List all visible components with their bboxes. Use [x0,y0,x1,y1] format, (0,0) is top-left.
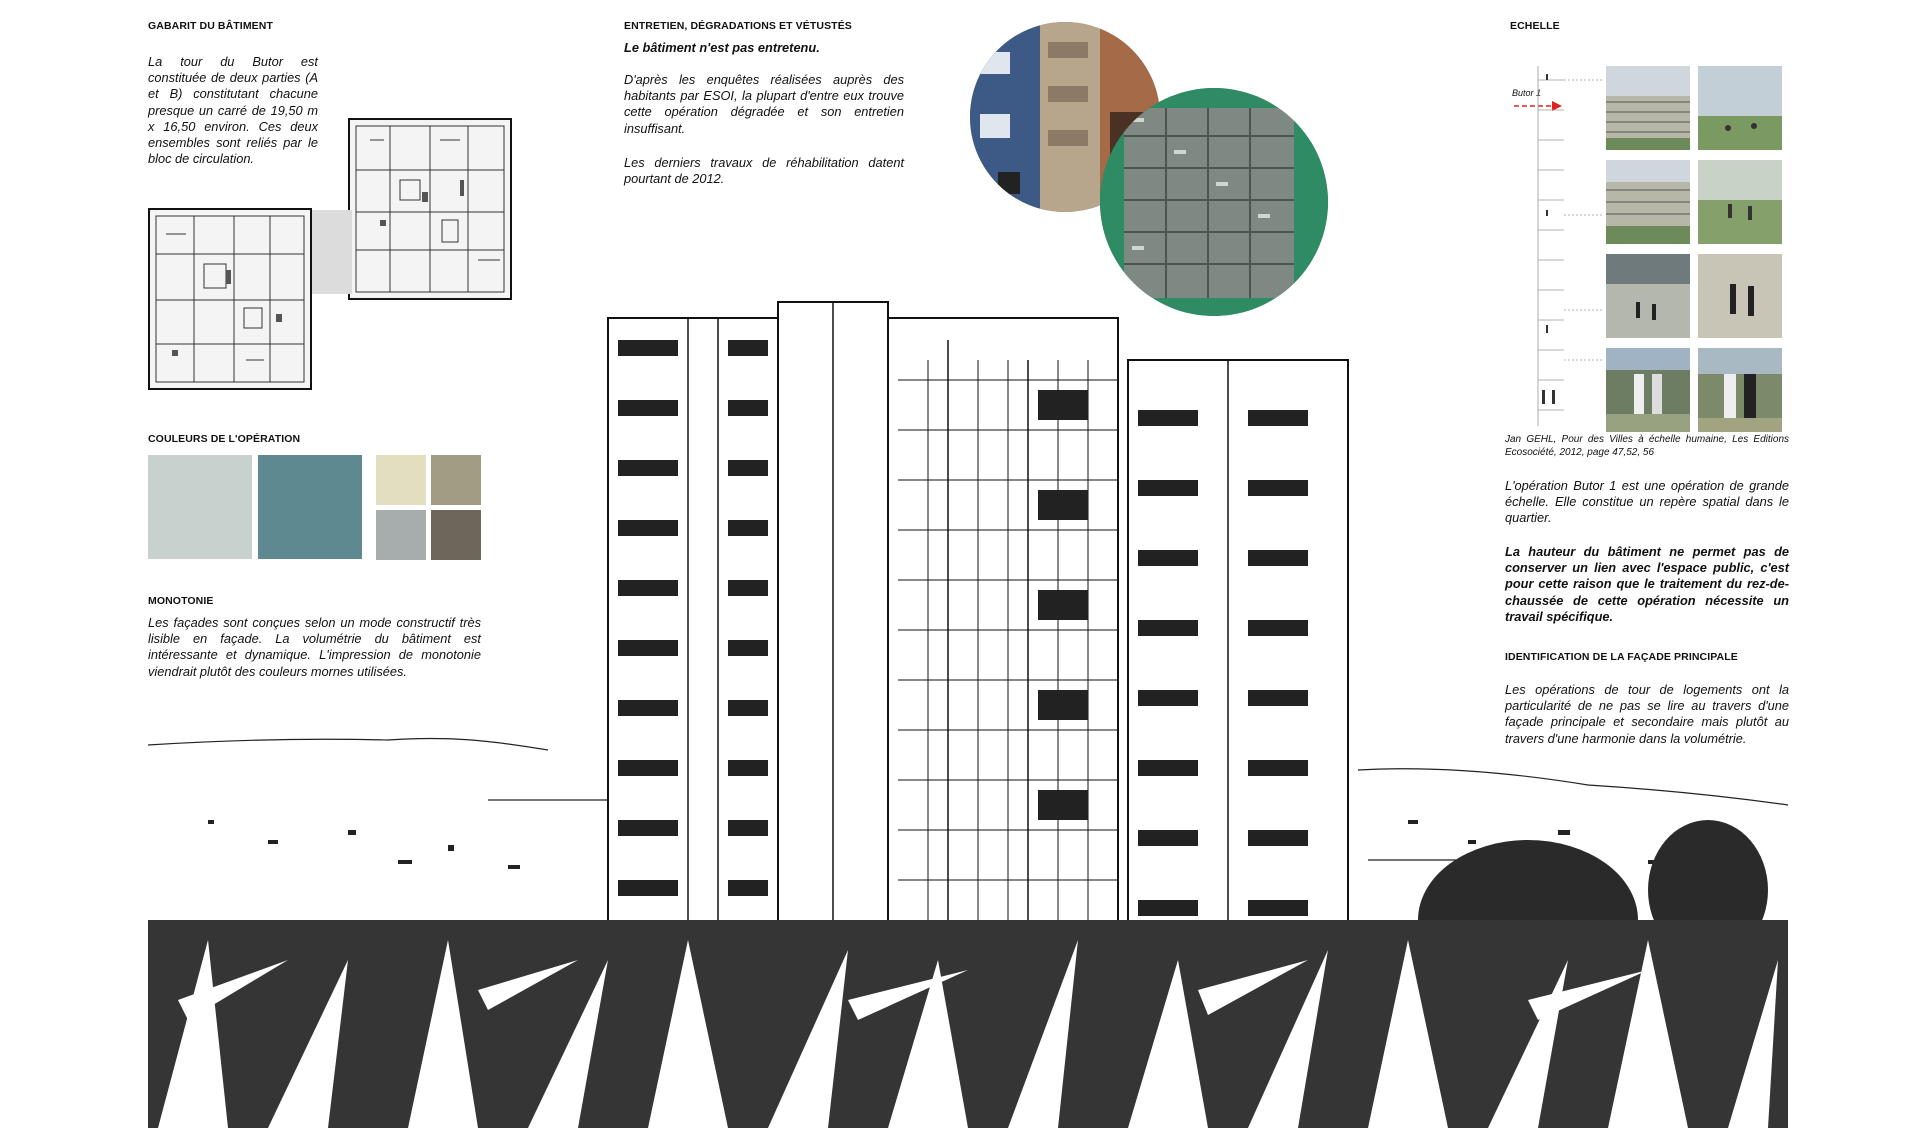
gabarit-text: La tour du Butor est constituée de deux parties (A et B) constitutant chacune presque un carré de 19,50 m x 16,50 environ. Ces deux ensembles sont reliés par le bloc de circulation. [148,54,318,167]
circulation-block [308,210,352,294]
scale-photo-2 [1698,66,1782,150]
scale-photo-3-drawing [1606,160,1690,244]
echelle-text-1: L'opération Butor 1 est une opération de grande échelle. Elle constitue un repère spatial dans le quartier. [1505,478,1789,526]
echelle-title: ECHELLE [1510,20,1560,32]
mailboxes-photo-drawing [1100,88,1328,316]
entretien-title: ENTRETIEN, DÉGRADATIONS ET VÉTUSTÉS [624,20,852,32]
couleurs-title: COULEURS DE L'OPÉRATION [148,433,301,445]
butor-marker-label: Butor 1 [1512,88,1542,98]
echelle-text-2: La hauteur du bâtiment ne permet pas de conserver un lien avec l'espace public, c'est pour cette raison que le traitement du rez-de-chaussée de cette opération nécessite un travail spécifique. [1505,544,1789,624]
scale-photo-4 [1698,160,1782,244]
floor-plan-b-drawing [350,120,510,298]
scale-photo-1-drawing [1606,66,1690,150]
gabarit-title: GABARIT DU BÂTIMENT [148,20,273,32]
entretien-lead: Le bâtiment n'est pas entretenu. [624,40,820,55]
scale-photo-2-drawing [1698,66,1782,150]
scale-photo-1 [1606,66,1690,150]
entretien-text-1: D'après les enquêtes réalisées auprès des habitants par ESOI, la plupart d'entre eux trouve cette opération dégradée et son entretien insuffisant. [624,72,904,136]
scale-photo-4-drawing [1698,160,1782,244]
monotonie-text: Les façades sont conçues selon un mode constructif très lisible en façade. La volumétrie du bâtiment est intéressante et dynamique. L'impression de monotonie viendrait plutôt des couleurs mornes utilisées. [148,615,481,679]
entretien-text-2: Les derniers travaux de réhabilitation datent pourtant de 2012. [624,155,904,187]
scale-photo-3 [1606,160,1690,244]
facade-title: IDENTIFICATION DE LA FAÇADE PRINCIPALE [1505,651,1738,663]
tower-drawing [148,300,1788,1128]
mailboxes-photo [1100,88,1328,316]
facade-text: Les opérations de tour de logements ont la particularité de ne pas se lire au travers d'une façade principale et secondaire mais plutôt au travers d'une harmonie dans la volumétrie. [1505,682,1789,746]
gehl-caption: Jan GEHL, Pour des Villes à échelle humaine, Les Editions Ecosociété, 2012, page 47,52, 56 [1505,434,1789,458]
floor-plan-b [348,118,512,300]
monotonie-title: MONOTONIE [148,595,214,607]
